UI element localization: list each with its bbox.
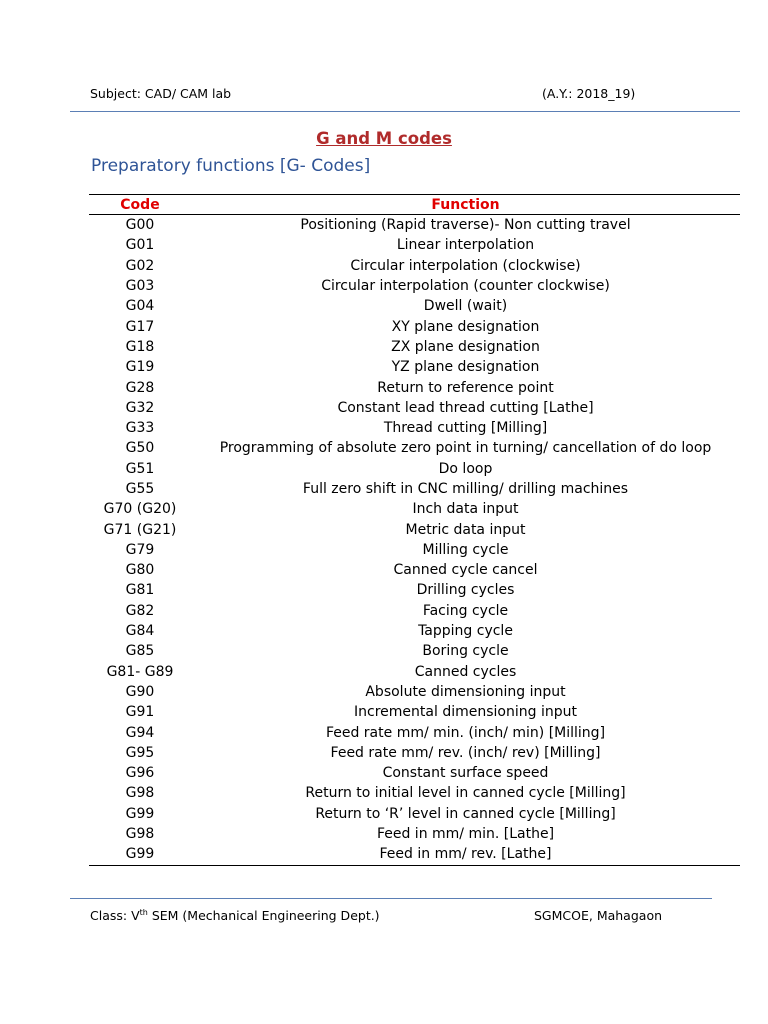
footer-institute: SGMCOE, Mahagaon xyxy=(534,908,663,923)
code-cell: G82 xyxy=(125,602,155,619)
table-row xyxy=(89,540,740,560)
code-cell: G02 xyxy=(125,257,155,274)
page-header xyxy=(90,86,650,106)
code-cell: G81 xyxy=(125,582,155,599)
function-cell: Feed in mm/ min. [Lathe] xyxy=(376,826,555,843)
table-row xyxy=(89,621,740,641)
page-title xyxy=(0,129,768,148)
table-body xyxy=(89,215,740,866)
code-cell: G99 xyxy=(125,805,155,822)
table-row xyxy=(89,499,740,519)
code-cell: G01 xyxy=(125,237,155,254)
function-cell: Do loop xyxy=(438,460,493,477)
table-row xyxy=(89,844,740,865)
function-cell: Inch data input xyxy=(412,501,519,518)
table-row xyxy=(89,316,740,336)
code-cell: G80 xyxy=(125,562,155,579)
code-cell: G90 xyxy=(125,683,155,700)
table-row xyxy=(89,215,740,236)
table-row xyxy=(89,337,740,357)
code-cell: G32 xyxy=(125,399,155,416)
function-cell: Facing cycle xyxy=(422,602,509,619)
function-cell: Metric data input xyxy=(405,521,526,538)
table-row xyxy=(89,377,740,397)
table-row xyxy=(89,418,740,438)
table-row xyxy=(89,479,740,499)
table-row xyxy=(89,560,740,580)
code-cell: G84 xyxy=(125,623,155,640)
function-cell: Thread cutting [Milling] xyxy=(383,420,548,437)
function-cell: Incremental dimensioning input xyxy=(354,704,577,721)
column-header-code: Code xyxy=(89,195,191,215)
table-row xyxy=(89,357,740,377)
header-academic-year: (A.Y.: 2018_19) xyxy=(542,86,636,101)
code-cell: G94 xyxy=(125,724,155,741)
table-row xyxy=(89,702,740,722)
code-cell: G70 (G20) xyxy=(103,501,177,518)
table-row xyxy=(89,256,740,276)
section-heading: Preparatory functions [G- Codes] xyxy=(91,156,371,176)
code-cell: G79 xyxy=(125,541,155,558)
footer-class-suffix: SEM (Mechanical Engineering Dept.) xyxy=(147,908,380,923)
table-row xyxy=(89,763,740,783)
function-cell: YZ plane designation xyxy=(391,359,540,376)
table-row xyxy=(89,296,740,316)
table-row xyxy=(89,601,740,621)
code-cell: G51 xyxy=(125,460,155,477)
code-cell: G28 xyxy=(125,379,155,396)
table-row xyxy=(89,783,740,803)
function-cell: Return to ‘R’ level in canned cycle [Milling] xyxy=(315,805,616,822)
table-row xyxy=(89,824,740,844)
table-row xyxy=(89,662,740,682)
table-row xyxy=(89,580,740,600)
code-cell: G17 xyxy=(125,318,155,335)
function-cell: Feed in mm/ rev. [Lathe] xyxy=(191,844,740,865)
function-cell: Constant surface speed xyxy=(382,765,549,782)
code-cell: G96 xyxy=(125,765,155,782)
g-codes-table-container xyxy=(89,194,740,866)
function-cell: Constant lead thread cutting [Lathe] xyxy=(337,399,594,416)
header-divider xyxy=(70,111,740,112)
function-cell: Positioning (Rapid traverse)- Non cutting travel xyxy=(300,217,631,234)
function-cell: XY plane designation xyxy=(391,318,540,335)
code-cell: G03 xyxy=(125,278,155,295)
table-header-row xyxy=(89,195,740,215)
table-row xyxy=(89,438,740,458)
code-cell: G81- G89 xyxy=(106,663,174,680)
table-row xyxy=(89,804,740,824)
function-cell: Boring cycle xyxy=(422,643,509,660)
code-cell: G91 xyxy=(125,704,155,721)
function-cell: Drilling cycles xyxy=(416,582,515,599)
function-cell: Dwell (wait) xyxy=(423,298,508,315)
function-cell: Feed rate mm/ min. (inch/ min) [Milling] xyxy=(325,724,606,741)
table-row xyxy=(89,743,740,763)
code-cell: G50 xyxy=(125,440,155,457)
code-cell: G98 xyxy=(125,826,155,843)
code-cell: G04 xyxy=(125,298,155,315)
code-cell: G18 xyxy=(125,338,155,355)
table-row xyxy=(89,235,740,255)
footer-class-prefix: Class: V xyxy=(90,908,140,923)
table-row xyxy=(89,519,740,539)
function-cell: Full zero shift in CNC milling/ drilling machines xyxy=(302,481,629,497)
footer-divider xyxy=(70,898,712,899)
code-cell: G85 xyxy=(125,643,155,660)
function-cell: Canned cycles xyxy=(414,663,517,680)
header-subject: Subject: CAD/ CAM lab xyxy=(90,86,232,101)
function-cell: ZX plane designation xyxy=(391,338,540,355)
page-title-text: G and M codes xyxy=(316,129,452,148)
code-cell: G19 xyxy=(125,359,155,376)
code-cell: G00 xyxy=(125,217,155,234)
function-cell: Programming of absolute zero point in turning/ cancellation of do loop xyxy=(219,440,712,457)
table-row xyxy=(89,276,740,296)
table-row xyxy=(89,682,740,702)
code-cell: G99 xyxy=(89,844,191,865)
function-cell: Milling cycle xyxy=(422,541,509,558)
table-row xyxy=(89,722,740,742)
function-cell: Return to reference point xyxy=(377,379,554,396)
function-cell: Tapping cycle xyxy=(418,623,513,640)
code-cell: G71 (G21) xyxy=(103,521,177,538)
code-cell: G55 xyxy=(125,481,155,497)
function-cell: Circular interpolation (counter clockwise) xyxy=(321,278,610,295)
function-cell: Absolute dimensioning input xyxy=(365,683,566,700)
code-cell: G95 xyxy=(125,744,155,761)
function-cell: Feed rate mm/ rev. (inch/ rev) [Milling] xyxy=(330,744,601,761)
function-cell: Canned cycle cancel xyxy=(393,562,538,579)
table-row xyxy=(89,398,740,418)
function-cell: Circular interpolation (clockwise) xyxy=(350,257,581,274)
column-header-function: Function xyxy=(191,195,740,215)
footer-class-sup: th xyxy=(139,907,148,917)
footer-class xyxy=(90,908,380,923)
function-cell: Linear interpolation xyxy=(396,237,535,254)
table-row xyxy=(89,641,740,661)
code-cell: G33 xyxy=(125,420,155,437)
code-cell: G98 xyxy=(125,785,155,802)
table-row xyxy=(89,459,740,479)
function-cell: Return to initial level in canned cycle [Milling] xyxy=(305,785,626,802)
g-codes-table xyxy=(89,194,740,866)
